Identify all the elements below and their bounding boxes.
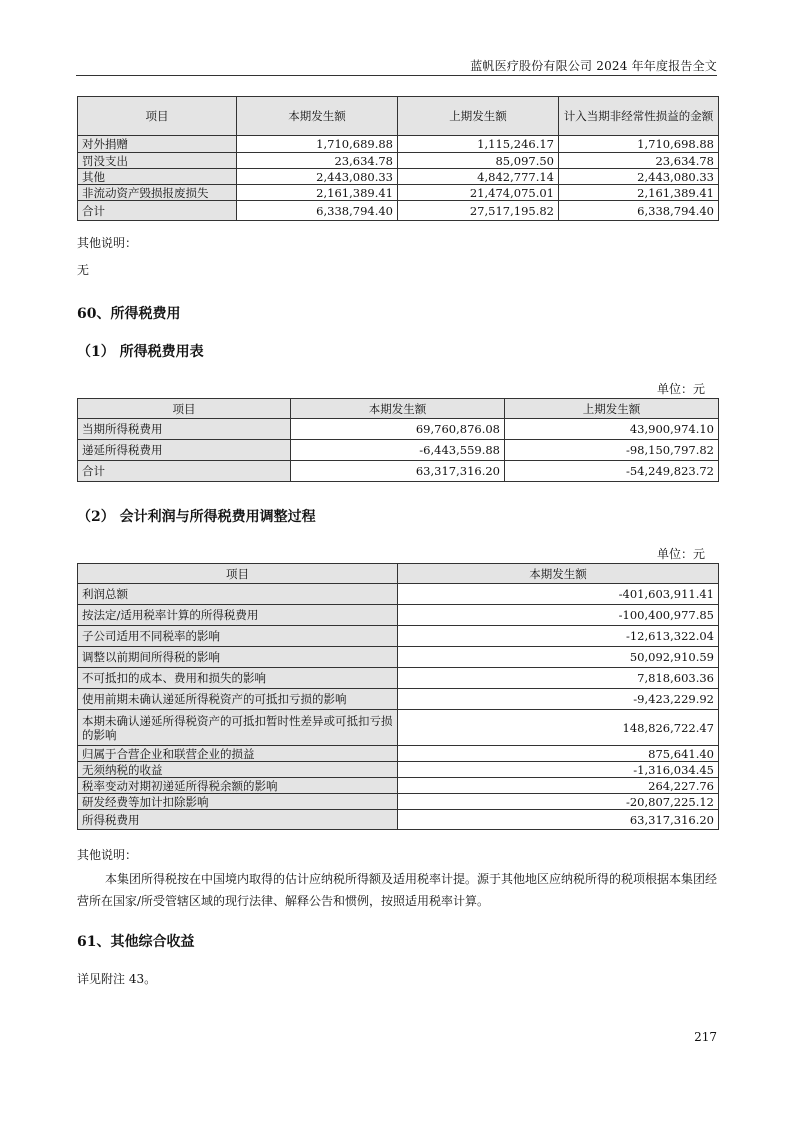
row-value: 63,317,316.20 <box>398 810 719 830</box>
row-value: 43,900,974.10 <box>505 419 719 440</box>
section-61-title: 61、其他综合收益 <box>77 934 195 950</box>
row-value: 2,443,080.33 <box>559 169 719 185</box>
row-label: 按法定/适用税率计算的所得税费用 <box>78 605 398 626</box>
row-value: 50,092,910.59 <box>398 647 719 668</box>
row-value: 63,317,316.20 <box>291 461 505 482</box>
row-label: 合计 <box>78 461 291 482</box>
row-value: 21,474,075.01 <box>398 185 559 201</box>
row-label: 递延所得税费用 <box>78 440 291 461</box>
table2-header-prior: 上期发生额 <box>505 399 719 419</box>
row-label: 子公司适用不同税率的影响 <box>78 626 398 647</box>
table1-other-notes-label: 其他说明： <box>77 236 138 250</box>
table-row <box>78 626 719 647</box>
row-value: -100,400,977.85 <box>398 605 719 626</box>
row-label: 利润总额 <box>78 584 398 605</box>
table-row <box>78 668 719 689</box>
table-row <box>78 689 719 710</box>
row-label: 非流动资产毁损报废损失 <box>78 185 237 201</box>
row-value: 875,641.40 <box>398 746 719 762</box>
table1-header-prior: 上期发生额 <box>398 97 559 136</box>
row-label: 归属于合营企业和联营企业的损益 <box>78 746 398 762</box>
row-label: 对外捐赠 <box>78 136 237 153</box>
table-row <box>78 605 719 626</box>
row-value: 6,338,794.40 <box>559 201 719 221</box>
section-60-title: 60、所得税费用 <box>77 306 181 322</box>
subsection-2-title: （2） 会计利润与所得税费用调整过程 <box>77 509 316 525</box>
table1-header-current: 本期发生额 <box>237 97 398 136</box>
table-row <box>78 710 719 746</box>
table3-unit: 单位：元 <box>656 547 705 561</box>
section-61-text: 详见附注 43。 <box>77 972 157 986</box>
row-value: -54,249,823.72 <box>505 461 719 482</box>
row-label: 合计 <box>78 201 237 221</box>
row-label: 使用前期未确认递延所得税资产的可抵扣亏损的影响 <box>78 689 398 710</box>
income-tax-expense-table <box>77 398 719 482</box>
table-row <box>78 762 719 778</box>
row-value: 4,842,777.14 <box>398 169 559 185</box>
table-row <box>78 419 719 440</box>
row-label: 无须纳税的收益 <box>78 762 398 778</box>
page-header-title: 蓝帆医疗股份有限公司 2024 年年度报告全文 <box>470 59 717 73</box>
row-value: 6,338,794.40 <box>237 201 398 221</box>
row-value: -401,603,911.41 <box>398 584 719 605</box>
row-label: 不可抵扣的成本、费用和损失的影响 <box>78 668 398 689</box>
table1-header-nonrecurring: 计入当期非经常性损益的金额 <box>559 97 719 136</box>
row-label: 其他 <box>78 169 237 185</box>
row-value: 23,634.78 <box>559 153 719 169</box>
row-value: -9,423,229.92 <box>398 689 719 710</box>
table-row <box>78 647 719 668</box>
row-value: 7,818,603.36 <box>398 668 719 689</box>
row-value: 27,517,195.82 <box>398 201 559 221</box>
row-label: 罚没支出 <box>78 153 237 169</box>
table-row <box>78 201 719 221</box>
row-value: 1,115,246.17 <box>398 136 559 153</box>
non-operating-expense-table <box>77 96 719 221</box>
row-value: 264,227.76 <box>398 778 719 794</box>
row-label: 税率变动对期初递延所得税余额的影响 <box>78 778 398 794</box>
row-value: -98,150,797.82 <box>505 440 719 461</box>
table2-header-item: 项目 <box>78 399 291 419</box>
table3-header-item: 项目 <box>78 564 398 584</box>
row-value: 2,443,080.33 <box>237 169 398 185</box>
table-row <box>78 778 719 794</box>
row-label: 当期所得税费用 <box>78 419 291 440</box>
table-row <box>78 153 719 169</box>
table1-header-item: 项目 <box>78 97 237 136</box>
row-value: 1,710,689.88 <box>237 136 398 153</box>
table1-other-notes-text: 无 <box>77 263 90 277</box>
subsection-1-title: （1） 所得税费用表 <box>77 344 204 360</box>
row-label: 调整以前期间所得税的影响 <box>78 647 398 668</box>
row-value: 1,710,698.88 <box>559 136 719 153</box>
table-row <box>78 794 719 810</box>
table3-header-current: 本期发生额 <box>398 564 719 584</box>
table2-unit: 单位：元 <box>656 382 705 396</box>
row-value: 2,161,389.41 <box>237 185 398 201</box>
row-value: -20,807,225.12 <box>398 794 719 810</box>
row-value: 23,634.78 <box>237 153 398 169</box>
table3-other-notes-label: 其他说明： <box>77 848 138 862</box>
table-row <box>78 440 719 461</box>
row-label: 所得税费用 <box>78 810 398 830</box>
header-rule <box>76 75 717 76</box>
row-label: 研发经费等加计扣除影响 <box>78 794 398 810</box>
table-row <box>78 169 719 185</box>
row-label: 本期未确认递延所得税资产的可抵扣暂时性差异或可抵扣亏损的影响 <box>78 710 398 746</box>
page-number: 217 <box>694 1030 717 1044</box>
table-row <box>78 584 719 605</box>
table3-other-notes-text: 本集团所得税按在中国境内取得的估计应纳税所得额及适用税率计提。源于其他地区应纳税所得的税项根据本集团经营所在国家/所受管辖区域的现行法律、解释公告和惯例，按照适用税率计算。 <box>77 872 718 908</box>
table-row <box>78 185 719 201</box>
row-value: -12,613,322.04 <box>398 626 719 647</box>
table2-header-current: 本期发生额 <box>291 399 505 419</box>
table-row <box>78 746 719 762</box>
row-value: 85,097.50 <box>398 153 559 169</box>
row-value: 148,826,722.47 <box>398 710 719 746</box>
row-value: -1,316,034.45 <box>398 762 719 778</box>
row-value: -6,443,559.88 <box>291 440 505 461</box>
row-value: 69,760,876.08 <box>291 419 505 440</box>
table-row <box>78 810 719 830</box>
row-value: 2,161,389.41 <box>559 185 719 201</box>
tax-reconciliation-table <box>77 563 719 830</box>
table-row <box>78 461 719 482</box>
table-row <box>78 136 719 153</box>
